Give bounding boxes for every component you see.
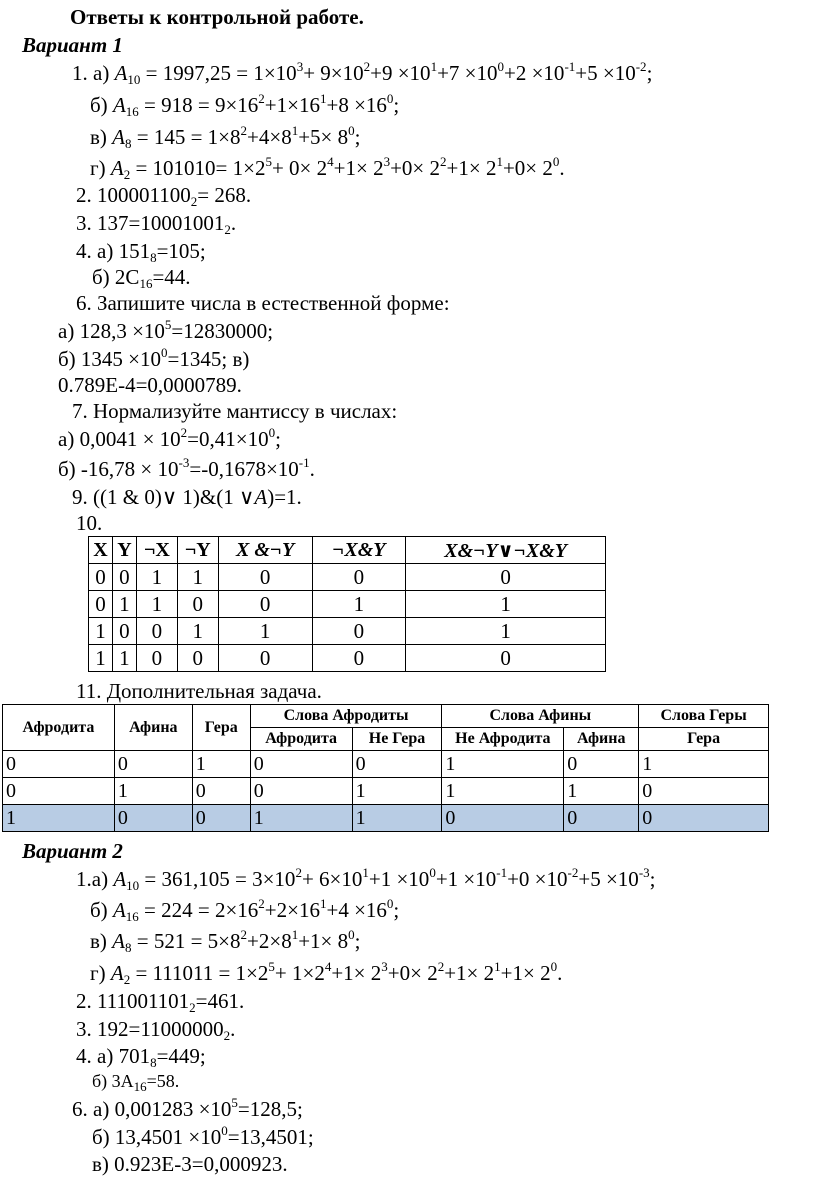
- v1-q1c: в) $A_8 = 145 = 1\times 8^2+4\times 8^1+5\times 8^0$;: [90, 123, 361, 151]
- cell: 0: [177, 591, 218, 618]
- cell: 1: [136, 591, 177, 618]
- cell: 0: [114, 805, 192, 832]
- cell: 1: [352, 805, 442, 832]
- cell: 0: [312, 564, 406, 591]
- cell: 0: [136, 618, 177, 645]
- cell: 1: [136, 564, 177, 591]
- v2-q4b: б) $3А_{16}=58$.: [92, 1071, 180, 1094]
- cell: 0: [442, 805, 564, 832]
- cell: 1: [406, 591, 606, 618]
- cell: 0: [112, 564, 136, 591]
- v1-q3: 3. $137=10001001_2$.: [76, 211, 237, 237]
- v2-q6c: в) 0.923Е-3=0,000923.: [92, 1152, 288, 1176]
- v1-q1a: 1. а) $A_{10} = 1997,25 = 1\times 10^3+ 9\times 10^2+9 \times 10^1+7 \times 10^0+2 \times 10^{-1}+5 \times 10^{-2}$;: [72, 59, 653, 87]
- cell: 0: [112, 618, 136, 645]
- th-words-aphrodite: Слова Афродиты: [250, 705, 442, 728]
- cell: 0: [250, 751, 352, 778]
- logic-puzzle-table: [2, 704, 769, 832]
- v1-q6a: а) $128,3 \times 10^5=12830000$;: [58, 317, 274, 343]
- v1-q7-heading: 7. Нормализуйте мантиссу в числах:: [72, 399, 398, 423]
- v2-q4a: 4. а) $701_8=449$;: [76, 1044, 206, 1070]
- table-row: [3, 778, 769, 805]
- th-athena: Афина: [114, 705, 192, 751]
- v1-q10-label: 10.: [76, 511, 103, 535]
- table-row: [89, 618, 606, 645]
- cell: 1: [177, 618, 218, 645]
- cell: 1: [352, 778, 442, 805]
- cell: 0: [352, 751, 442, 778]
- cell: 1: [564, 778, 639, 805]
- v1-q6b: б) $1345 \times 10^0=1345$; в): [58, 345, 250, 371]
- table-row: [89, 564, 606, 591]
- cell: 1: [218, 618, 312, 645]
- th-not-x-and-y: ¬X&Y: [312, 537, 406, 564]
- cell: 0: [136, 645, 177, 672]
- cell: 1: [177, 564, 218, 591]
- th-sub-aphrodite: Афродита: [250, 728, 352, 751]
- v2-q1a: 1.а) $A_{10} = 361,105 = 3\times 10^2+ 6\times 10^1+1 \times 10^0+1 \times 10^{-1}+0 \times 10^{-2}+5 \times 10^{-3}$;: [76, 865, 656, 893]
- cell: 1: [442, 751, 564, 778]
- th-words-athena: Слова Афины: [442, 705, 639, 728]
- table-row: [89, 591, 606, 618]
- cell: 1: [406, 618, 606, 645]
- cell: 0: [114, 751, 192, 778]
- v1-q4a: 4. а) $151_8=105$;: [76, 239, 206, 265]
- cell: 1: [639, 751, 769, 778]
- v1-q4b: б) $2С_{16}=44$.: [92, 265, 191, 291]
- th-x-and-not-y: X &¬Y: [218, 537, 312, 564]
- doc-title: Ответы к контрольной работе.: [70, 5, 364, 29]
- th-xor: X&¬Y∨¬X&Y: [406, 537, 606, 564]
- th-hera: Гера: [192, 705, 250, 751]
- truth-table: [88, 536, 606, 672]
- v1-q1b: б) $A_{16} = 918 = 9\times 16^2+1\times 16^1+8 \times 16^0$;: [90, 91, 400, 119]
- cell: 1: [89, 645, 113, 672]
- cell: 0: [564, 805, 639, 832]
- table-row: [89, 645, 606, 672]
- v2-q3: 3. $192=11000000_2$.: [76, 1017, 236, 1043]
- cell: 1: [442, 778, 564, 805]
- v1-q11-label: 11. Дополнительная задача.: [76, 679, 322, 703]
- cell: 1: [250, 805, 352, 832]
- v2-q6a: 6. а) $0,001283 \times 10^5=128,5$;: [72, 1095, 303, 1121]
- cell: 1: [114, 778, 192, 805]
- v2-q1b: б) $A_{16} = 224 = 2\times 16^2+2\times 16^1+4 \times 16^0$;: [90, 896, 400, 924]
- puzzle-header-row-1: [3, 705, 769, 728]
- cell: 0: [3, 778, 115, 805]
- cell: 0: [639, 805, 769, 832]
- th-words-hera: Слова Геры: [639, 705, 769, 728]
- cell: 0: [3, 751, 115, 778]
- cell: 0: [177, 645, 218, 672]
- cell: 1: [112, 645, 136, 672]
- v2-q2: 2. $111001101_2=461$.: [76, 989, 245, 1015]
- cell: 0: [564, 751, 639, 778]
- th-aphrodite: Афродита: [3, 705, 115, 751]
- table-row: [3, 751, 769, 778]
- v1-q7b: б) $-16,78 \times 10^{-3}=-0,1678\times 10^{-1}$.: [58, 455, 315, 481]
- cell: 0: [89, 564, 113, 591]
- truth-table-header: [89, 537, 606, 564]
- th-not-y: ¬Y: [177, 537, 218, 564]
- cell: 1: [89, 618, 113, 645]
- cell: 0: [192, 805, 250, 832]
- cell: 0: [218, 591, 312, 618]
- variant1-heading: Вариант 1: [22, 33, 123, 57]
- v2-q1c: в) $A_8 = 521 = 5\times 8^2+2\times 8^1+1\times 8^0$;: [90, 927, 361, 955]
- v1-q6-heading: 6. Запишите числа в естественной форме:: [76, 291, 450, 315]
- cell: 1: [3, 805, 115, 832]
- th-x: X: [89, 537, 113, 564]
- v1-q6c: 0.789Е-4=0,0000789.: [58, 373, 242, 397]
- th-not-x: ¬X: [136, 537, 177, 564]
- v2-q6b: б) $13,4501 \times 10^0=13,4501$;: [92, 1123, 314, 1149]
- cell: 0: [312, 645, 406, 672]
- th-sub-not-hera: Не Гера: [352, 728, 442, 751]
- cell: 1: [312, 591, 406, 618]
- v1-q2: 2. $100001100_2= 268$.: [76, 183, 252, 209]
- th-sub-hera: Гера: [639, 728, 769, 751]
- th-sub-not-aphrodite: Не Афродита: [442, 728, 564, 751]
- cell: 0: [639, 778, 769, 805]
- cell: 0: [89, 591, 113, 618]
- variant2-heading: Вариант 2: [22, 839, 123, 863]
- cell: 0: [218, 645, 312, 672]
- v2-q1d: г) $A_2 = 111011 = 1\times 2^5+ 1\times 2^4+1\times 2^3+0\times 2^2+1\times 2^1+1\times 2^0$.: [90, 959, 563, 987]
- cell: 0: [250, 778, 352, 805]
- v1-q9: 9. ((1 & 0)∨ 1)&(1 ∨A)=1.: [72, 485, 302, 509]
- highlighted-solution-row: [3, 805, 769, 832]
- cell: 0: [218, 564, 312, 591]
- v1-q7a: а) $0,0041 \times 10^2=0,41\times 10^0$;: [58, 425, 281, 451]
- v1-q1d: г) $A_2 = 101010= 1\times 2^5+ 0\times 2^4+1\times 2^3+0\times 2^2+1\times 2^1+0\times 2^0$.: [90, 154, 565, 182]
- cell: 1: [112, 591, 136, 618]
- th-y: Y: [112, 537, 136, 564]
- cell: 0: [192, 778, 250, 805]
- cell: 0: [406, 645, 606, 672]
- cell: 1: [192, 751, 250, 778]
- th-sub-athena: Афина: [564, 728, 639, 751]
- cell: 0: [406, 564, 606, 591]
- cell: 0: [312, 618, 406, 645]
